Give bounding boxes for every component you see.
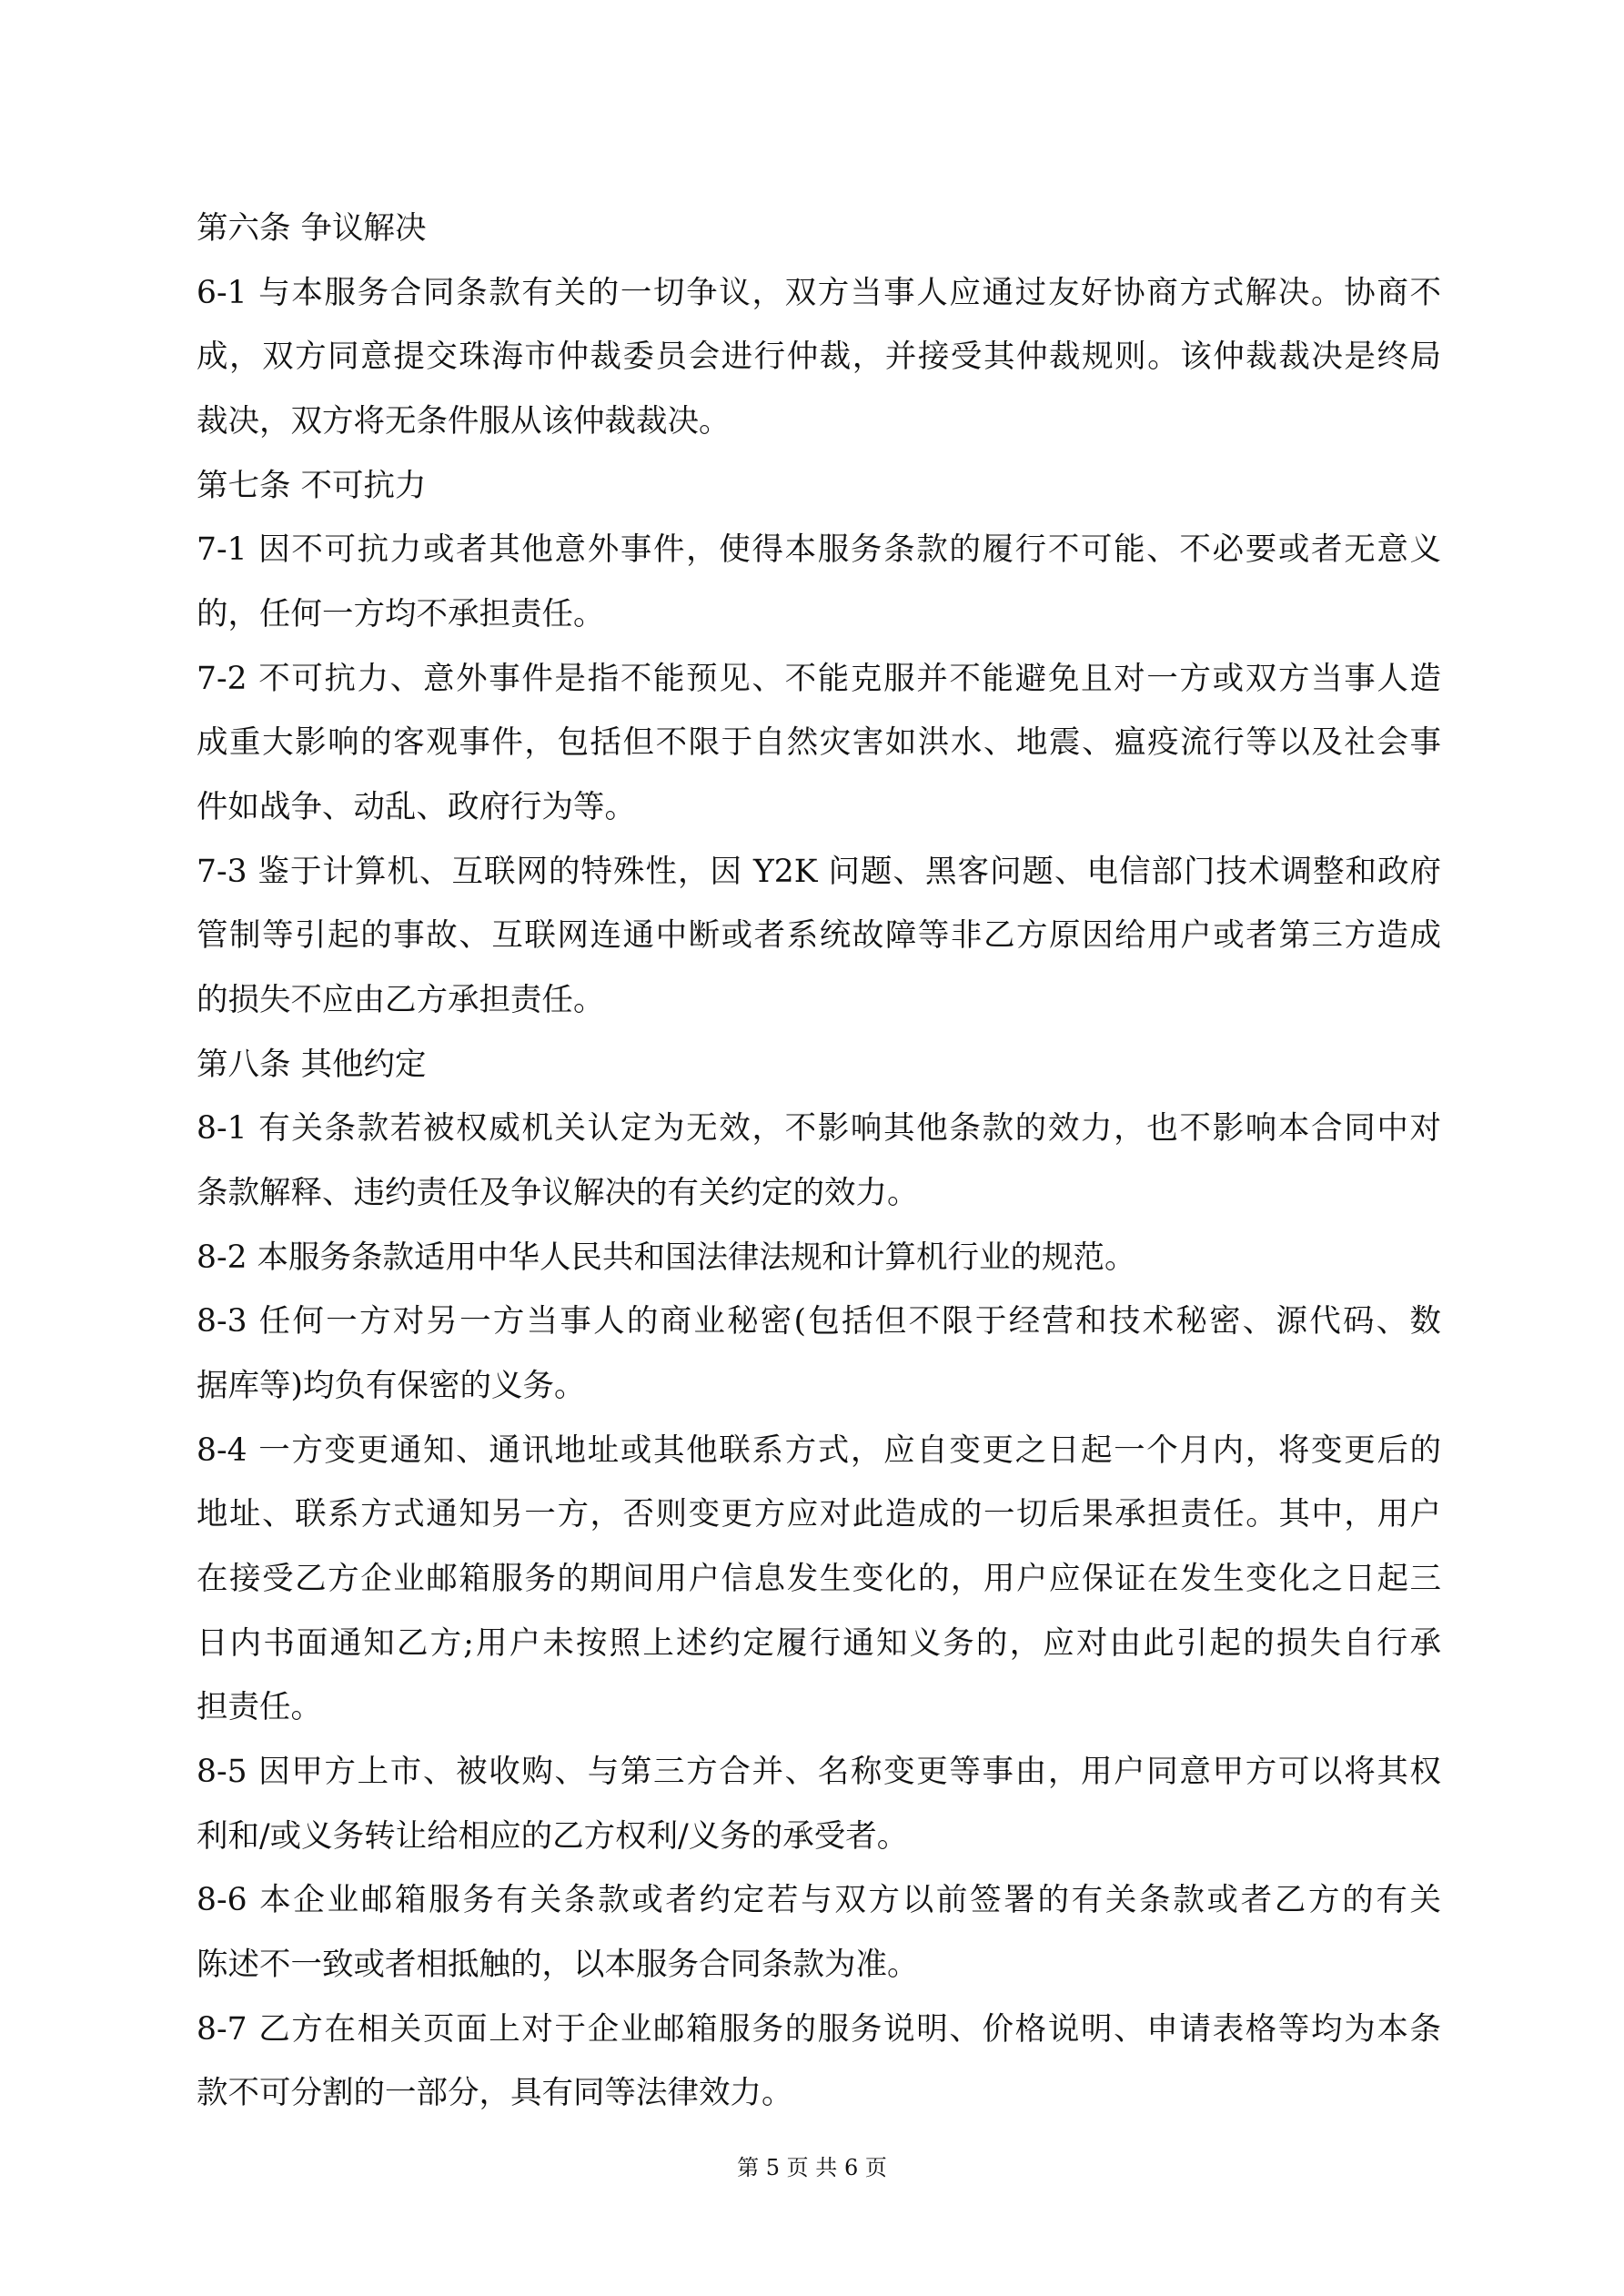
clause-line bbox=[197, 1419, 1441, 1483]
page-footer: 第 5 页 共 6 页 bbox=[737, 2155, 887, 2180]
clause-line: 的，任何一方均不承担责任。 bbox=[197, 596, 605, 633]
clause-line bbox=[197, 518, 1441, 582]
clause-text: 本企业邮箱服务有关条款或者约定若与双方以前签署的有关条款或者乙方的有关 bbox=[259, 1882, 1441, 1919]
clause-number: 8-3 bbox=[197, 1303, 247, 1340]
clause-line: 据库等)均负有保密的义务。 bbox=[197, 1368, 586, 1405]
clause-number: 6-1 bbox=[197, 274, 247, 311]
clause-number: 7-3 bbox=[197, 853, 247, 890]
clause-text: 与本服务合同条款有关的一切争议，双方当事人应通过友好协商方式解决。协商不 bbox=[258, 274, 1441, 311]
clause-7-1 bbox=[197, 518, 1441, 646]
clause-8-7 bbox=[197, 1998, 1441, 2126]
clause-8-1 bbox=[197, 1097, 1441, 1225]
clause-line bbox=[197, 261, 1441, 326]
clause-text: 乙方在相关页面上对于企业邮箱服务的服务说明、价格说明、申请表格等均为本条 bbox=[258, 2010, 1441, 2048]
clause-text: 有关条款若被权威机关认定为无效，不影响其他条款的效力，也不影响本合同中对 bbox=[258, 1110, 1441, 1148]
clause-line bbox=[197, 1290, 1441, 1354]
clause-text: 任何一方对另一方当事人的商业秘密(包括但不限于经营和技术秘密、源代码、数 bbox=[258, 1303, 1441, 1340]
clause-8-2 bbox=[197, 1226, 1441, 1290]
clause-number: 8-1 bbox=[197, 1110, 247, 1148]
clause-text: 因甲方上市、被收购、与第三方合并、名称变更等事由，用户同意甲方可以将其权 bbox=[258, 1754, 1441, 1791]
clause-7-3 bbox=[197, 840, 1441, 1033]
clause-line bbox=[197, 1868, 1441, 1933]
clause-number: 8-6 bbox=[197, 1882, 247, 1919]
clause-8-6 bbox=[197, 1868, 1441, 1997]
clause-line: 件如战争、动乱、政府行为等。 bbox=[197, 789, 636, 826]
clause-line bbox=[197, 1998, 1441, 2062]
clause-number: 7-2 bbox=[197, 660, 247, 697]
clause-line: 成，双方同意提交珠海市仲裁委员会进行仲裁，并接受其仲裁规则。该仲裁裁决是终局 bbox=[197, 339, 1441, 376]
clause-line bbox=[197, 1226, 1441, 1290]
clause-line: 裁决，双方将无条件服从该仲裁裁决。 bbox=[197, 403, 731, 440]
clause-line bbox=[197, 647, 1441, 712]
clause-line: 陈述不一致或者相抵触的，以本服务合同条款为准。 bbox=[197, 1947, 919, 1984]
document-body bbox=[197, 197, 1441, 2126]
clause-8-4 bbox=[197, 1419, 1441, 1740]
clause-number: 7-1 bbox=[197, 531, 247, 569]
clause-number: 8-4 bbox=[197, 1431, 247, 1469]
clause-text: 一方变更通知、通讯地址或其他联系方式，应自变更之日起一个月内，将变更后的 bbox=[258, 1431, 1441, 1469]
clause-line bbox=[197, 840, 1441, 905]
article-8 bbox=[197, 1033, 1441, 2126]
clause-text: 不可抗力、意外事件是指不能预见、不能克服并不能避免且对一方或双方当事人造 bbox=[258, 660, 1441, 697]
clause-line: 地址、联系方式通知另一方，否则变更方应对此造成的一切后果承担责任。其中，用户 bbox=[197, 1496, 1441, 1533]
clause-line: 的损失不应由乙方承担责任。 bbox=[197, 982, 605, 1019]
clause-line: 条款解释、违约责任及争议解决的有关约定的效力。 bbox=[197, 1175, 919, 1212]
article-7 bbox=[197, 454, 1441, 1033]
clause-6-1 bbox=[197, 261, 1441, 454]
clause-line bbox=[197, 1097, 1441, 1161]
article-heading: 第六条 争议解决 bbox=[197, 210, 427, 247]
clause-line: 在接受乙方企业邮箱服务的期间用户信息发生变化的，用户应保证在发生变化之日起三 bbox=[197, 1561, 1441, 1598]
article-heading: 第七条 不可抗力 bbox=[197, 467, 427, 504]
clause-text: 本服务条款适用中华人民共和国法律法规和计算机行业的规范。 bbox=[257, 1239, 1136, 1276]
clause-text: 因不可抗力或者其他意外事件，使得本服务条款的履行不可能、不必要或者无意义 bbox=[258, 531, 1441, 569]
clause-line: 管制等引起的事故、互联网连通中断或者系统故障等非乙方原因给用户或者第三方造成 bbox=[197, 917, 1441, 955]
clause-line: 款不可分割的一部分，具有同等法律效力。 bbox=[197, 2075, 793, 2112]
clause-number: 8-2 bbox=[197, 1239, 247, 1276]
clause-7-2 bbox=[197, 647, 1441, 840]
clause-8-3 bbox=[197, 1290, 1441, 1418]
clause-number: 8-5 bbox=[197, 1754, 247, 1791]
article-heading: 第八条 其他约定 bbox=[197, 1046, 427, 1083]
clause-line bbox=[197, 1740, 1441, 1805]
article-6 bbox=[197, 197, 1441, 454]
clause-line: 成重大影响的客观事件，包括但不限于自然灾害如洪水、地震、瘟疫流行等以及社会事 bbox=[197, 724, 1441, 762]
clause-line: 日内书面通知乙方;用户未按照上述约定履行通知义务的，应对由此引起的损失自行承 bbox=[197, 1624, 1441, 1662]
clause-number: 8-7 bbox=[197, 2010, 247, 2048]
clause-text: 鉴于计算机、互联网的特殊性，因 Y2K 问题、黑客问题、电信部门技术调整和政府 bbox=[257, 853, 1441, 890]
clause-8-5 bbox=[197, 1740, 1441, 1868]
clause-line: 利和/或义务转让给相应的乙方权利/义务的承受者。 bbox=[197, 1817, 909, 1855]
clause-line: 担责任。 bbox=[197, 1689, 322, 1726]
